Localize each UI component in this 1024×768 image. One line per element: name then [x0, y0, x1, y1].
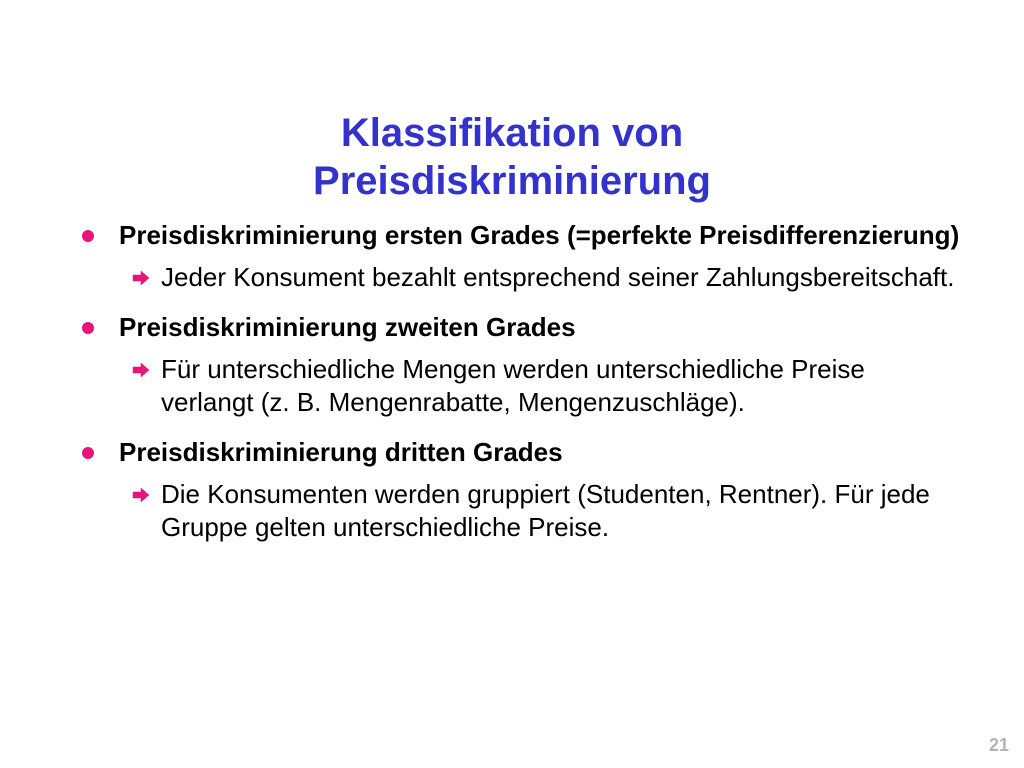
sub-text-3: Die Konsumenten werden gruppiert (Studenten, Rentner). Für jede Gruppe gelten unterschiedliche Preise.: [161, 479, 930, 542]
sub-item-1: [82, 261, 962, 294]
sub-item-3: [82, 478, 962, 544]
bullet-dot-icon: [82, 447, 94, 459]
sub-text-1: Jeder Konsument bezahlt entsprechend seiner Zahlungsbereitschaft.: [161, 262, 955, 292]
bullet-text-3: Preisdiskriminierung dritten Grades: [119, 437, 563, 467]
title-line-2: Preisdiskriminierung: [313, 158, 711, 203]
bullet-text-1: Preisdiskriminierung ersten Grades (=perfekte Preisdifferenzierung): [119, 220, 960, 250]
sub-item-2: [82, 353, 962, 419]
bullet-dot-icon: [82, 322, 94, 334]
slide-title: [0, 109, 1024, 205]
page-number: 21: [988, 735, 1009, 755]
arrow-right-icon: [132, 270, 150, 286]
title-line-1: Klassifikation von: [340, 110, 684, 155]
arrow-right-icon: [132, 487, 150, 503]
bullet-dot-icon: [82, 230, 94, 242]
sub-text-2: Für unterschiedliche Mengen werden unterschiedliche Preise verlangt (z. B. Mengenrabatte, Mengenzuschläge).: [161, 354, 865, 417]
bullet-text-2: Preisdiskriminierung zweiten Grades: [119, 312, 576, 342]
bullet-item-1: [82, 219, 962, 251]
bullet-list: [82, 219, 962, 544]
arrow-right-icon: [132, 362, 150, 378]
bullet-item-2: [82, 311, 962, 343]
bullet-item-3: [82, 436, 962, 468]
